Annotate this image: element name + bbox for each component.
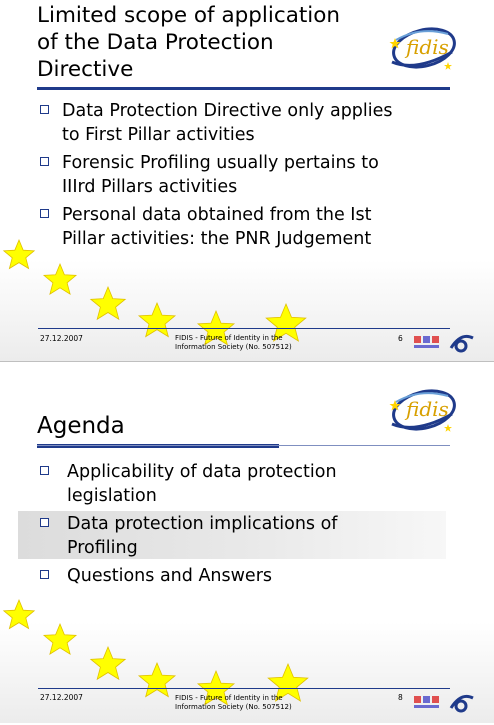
footer-project <box>175 694 292 712</box>
fidis-logo-icon <box>386 22 458 72</box>
list-item <box>40 151 470 199</box>
sixth-framework-logo-icon <box>447 692 475 714</box>
footer-rule <box>38 688 450 689</box>
fidis-wordmark: fidis <box>406 35 449 59</box>
star-icon <box>91 287 125 319</box>
bullet-text: Forensic Profiling usually pertains to <box>62 153 379 173</box>
footer-project-line: Information Society (No. 507512) <box>175 703 292 711</box>
star-icon <box>139 663 175 697</box>
list-item <box>40 460 470 508</box>
footer-date: 27.12.2007 <box>40 334 83 343</box>
title-line: Directive <box>37 57 134 82</box>
title-underline-thin <box>37 445 450 446</box>
list-item <box>40 564 470 588</box>
footer-project-line: FIDIS - Future of Identity in the <box>175 694 283 702</box>
checkbox-bullet-icon <box>40 105 49 114</box>
fidis-logo-icon <box>386 384 458 434</box>
sixth-framework-logo-icon <box>447 332 475 354</box>
bullet-text: Applicability of data protection <box>67 462 337 482</box>
title-line: of the Data Protection <box>37 30 274 55</box>
footer-page-number: 8 <box>398 693 403 702</box>
bullet-text: legislation <box>67 486 157 506</box>
star-icon <box>4 240 34 269</box>
footer-rule <box>38 328 450 329</box>
ist-logo-icon <box>413 694 443 714</box>
bullet-text: Profiling <box>67 538 138 558</box>
checkbox-bullet-icon <box>40 518 49 527</box>
ist-logo-icon <box>413 334 443 354</box>
bullet-text: Pillar activities: the PNR Judgement <box>62 229 372 249</box>
agenda-list <box>40 460 470 588</box>
bullet-text: Data Protection Directive only applies <box>62 101 393 121</box>
star-icon <box>139 303 175 337</box>
bullet-text: Data protection implications of <box>67 514 338 534</box>
checkbox-bullet-icon <box>40 466 49 475</box>
star-icon <box>44 624 76 654</box>
title-line: Limited scope of application <box>37 3 341 28</box>
checkbox-bullet-icon <box>40 570 49 579</box>
star-icon <box>44 264 76 294</box>
footer-date: 27.12.2007 <box>40 693 83 702</box>
footer-page-number: 6 <box>398 334 403 343</box>
fidis-wordmark: fidis <box>406 397 449 421</box>
checkbox-bullet-icon <box>40 157 49 166</box>
list-item <box>40 99 470 147</box>
title-underline <box>37 87 450 90</box>
slide-6 <box>0 0 494 361</box>
bullet-list <box>40 99 470 251</box>
slide-title <box>37 2 340 83</box>
footer-project-line: Information Society (No. 507512) <box>175 343 292 351</box>
footer-project-line: FIDIS - Future of Identity in the <box>175 334 283 342</box>
footer-project <box>175 334 292 352</box>
list-item <box>40 512 470 560</box>
star-icon <box>91 647 125 679</box>
bullet-text: Questions and Answers <box>67 566 273 586</box>
bullet-text: Personal data obtained from the Ist <box>62 205 372 225</box>
star-icon <box>4 600 34 629</box>
slide-title: Agenda <box>37 413 125 439</box>
checkbox-bullet-icon <box>40 209 49 218</box>
bullet-text: IIIrd Pillars activities <box>62 177 238 197</box>
bullet-text: to First Pillar activities <box>62 125 255 145</box>
